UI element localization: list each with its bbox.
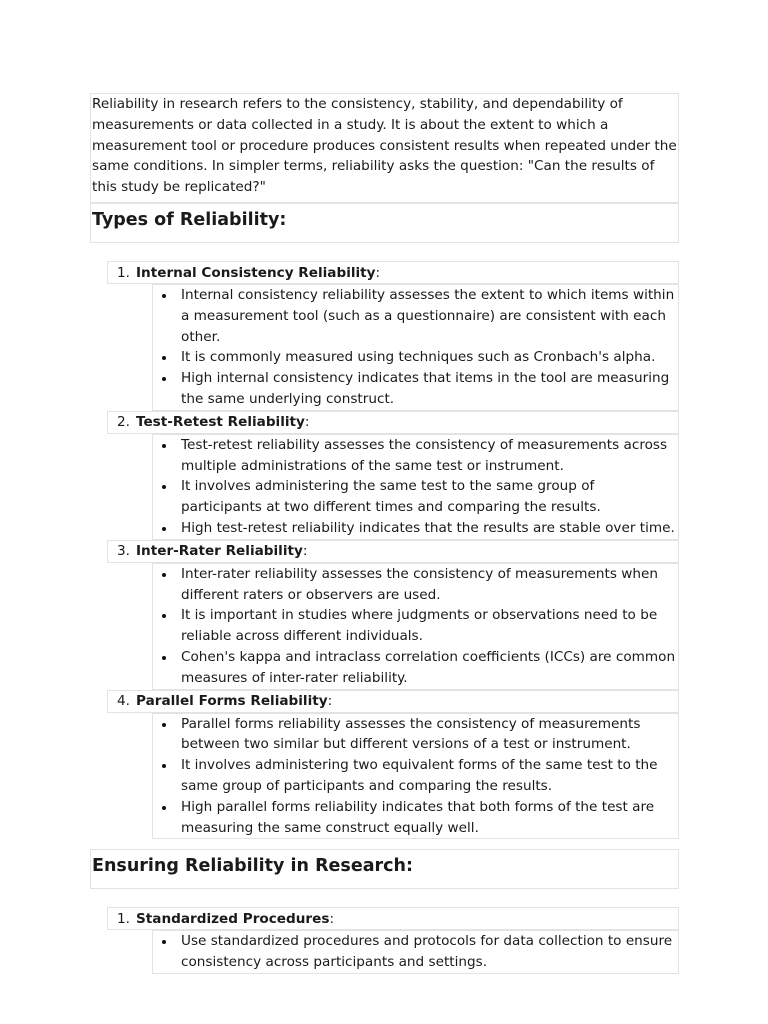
bullet-list: [152, 434, 679, 540]
intro-paragraph-box: [90, 93, 679, 203]
item-colon: :: [329, 910, 335, 927]
spacer: [90, 243, 679, 261]
numbered-item: [107, 411, 679, 434]
bullet-item: It is commonly measured using techniques such as Cronbach's alpha.: [153, 347, 678, 368]
item-number: 3.: [117, 543, 130, 560]
bullet-item: It involves administering the same test to the same group of participants at two different times and comparing the results.: [153, 476, 678, 518]
bullet-item: It is important in studies where judgments or observations need to be reliable across different individuals.: [153, 605, 678, 647]
document-page: [90, 93, 679, 974]
bullet-item: High internal consistency indicates that items in the tool are measuring the same underlying construct.: [153, 368, 678, 410]
bullet-item: Cohen's kappa and intraclass correlation coefficients (ICCs) are common measures of inter-rater reliability.: [153, 647, 678, 689]
bullet-item: Use standardized procedures and protocols for data collection to ensure consistency across participants and settings.: [153, 931, 678, 973]
item-title: Inter-Rater Reliability: [136, 543, 303, 560]
bullet-item: It involves administering two equivalent forms of the same test to the same group of participants and comparing the results.: [153, 755, 678, 797]
spacer: [90, 889, 679, 907]
item-colon: :: [375, 264, 381, 281]
item-title: Internal Consistency Reliability: [136, 264, 376, 281]
bullet-item: High parallel forms reliability indicates that both forms of the test are measuring the same construct equally well.: [153, 797, 678, 839]
numbered-item: [107, 540, 679, 563]
ensuring-heading: Ensuring Reliability in Research:: [90, 849, 679, 889]
bullet-item: High test-retest reliability indicates that the results are stable over time.: [153, 518, 678, 539]
item-number: 2.: [117, 414, 130, 431]
spacer: [90, 839, 679, 849]
ensuring-list: [90, 907, 679, 974]
numbered-item: [107, 690, 679, 713]
bullet-list: [152, 930, 679, 974]
item-title: Test-Retest Reliability: [136, 414, 305, 431]
bullet-list: [152, 563, 679, 690]
bullet-list: [152, 713, 679, 840]
numbered-item: [107, 907, 679, 930]
item-colon: :: [304, 414, 310, 431]
item-number: 4.: [117, 693, 130, 710]
bullet-item: Parallel forms reliability assesses the consistency of measurements between two similar but different versions of a test or instrument.: [153, 714, 678, 756]
bullet-item: Inter-rater reliability assesses the consistency of measurements when different raters or observers are used.: [153, 564, 678, 606]
item-colon: :: [327, 693, 333, 710]
bullet-list: [152, 284, 679, 411]
numbered-item: [107, 261, 679, 284]
item-number: 1.: [117, 264, 130, 281]
item-number: 1.: [117, 910, 130, 927]
types-heading: Types of Reliability:: [90, 203, 679, 243]
item-title: Parallel Forms Reliability: [136, 693, 328, 710]
bullet-item: Internal consistency reliability assesses the extent to which items within a measurement tool (such as a questionnaire) are consistent with each other.: [153, 285, 678, 347]
intro-paragraph: Reliability in research refers to the consistency, stability, and dependability of measurements or data collected in a study. It is about the extent to which a measurement tool or procedure produces consistent results when repeated under the same conditions. In simpler terms, reliability asks the question: "Can the results of this study be replicated?": [92, 96, 677, 196]
bullet-item: Test-retest reliability assesses the consistency of measurements across multiple administrations of the same test or instrument.: [153, 435, 678, 477]
item-title: Standardized Procedures: [136, 910, 330, 927]
item-colon: :: [302, 543, 308, 560]
types-list: [90, 261, 679, 839]
